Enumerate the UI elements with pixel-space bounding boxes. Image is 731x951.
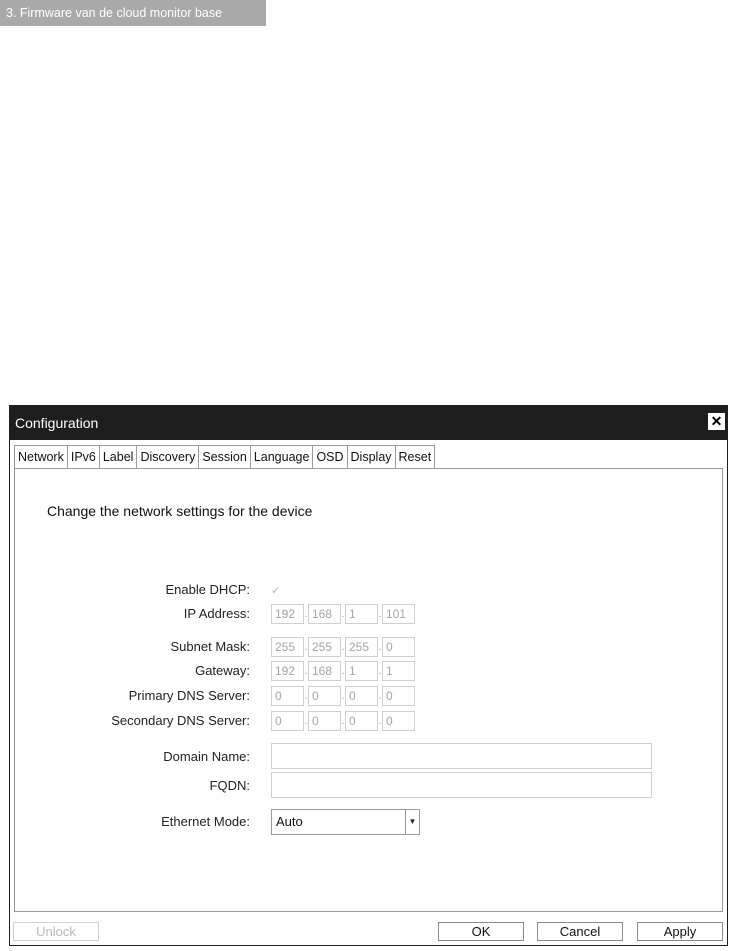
secondary-dns-label: Secondary DNS Server: bbox=[111, 713, 250, 728]
chevron-down-icon[interactable]: ▼ bbox=[405, 810, 419, 834]
subnet-octet-3[interactable]: 255 bbox=[345, 637, 378, 657]
dns1-octet-1[interactable]: 0 bbox=[271, 686, 304, 706]
subnet-octet-2[interactable]: 255 bbox=[308, 637, 341, 657]
dns2-octet-4[interactable]: 0 bbox=[382, 711, 415, 731]
close-icon[interactable]: ✕ bbox=[708, 413, 725, 430]
tab-label[interactable]: Label bbox=[100, 445, 138, 469]
fqdn-label: FQDN: bbox=[209, 778, 250, 793]
domain-name-label: Domain Name: bbox=[163, 749, 250, 764]
ok-button[interactable]: OK bbox=[438, 922, 524, 941]
tab-bar bbox=[14, 445, 435, 469]
gateway-octet-3[interactable]: 1 bbox=[345, 661, 378, 681]
tab-network[interactable]: Network bbox=[14, 445, 68, 469]
apply-button[interactable]: Apply bbox=[637, 922, 723, 941]
cancel-button[interactable]: Cancel bbox=[537, 922, 623, 941]
dns1-octet-2[interactable]: 0 bbox=[308, 686, 341, 706]
gateway-octet-1[interactable]: 192 bbox=[271, 661, 304, 681]
dhcp-label: Enable DHCP: bbox=[165, 582, 250, 597]
gateway-octet-4[interactable]: 1 bbox=[382, 661, 415, 681]
ip-octet-4[interactable]: 101 bbox=[382, 604, 415, 624]
tab-session[interactable]: Session bbox=[199, 445, 250, 469]
ip-octet-2[interactable]: 168 bbox=[308, 604, 341, 624]
ethernet-mode-label: Ethernet Mode: bbox=[161, 814, 250, 829]
tab-reset[interactable]: Reset bbox=[396, 445, 436, 469]
tab-display[interactable]: Display bbox=[348, 445, 396, 469]
dialog-title: Configuration bbox=[15, 415, 99, 431]
domain-name-input[interactable] bbox=[271, 743, 652, 769]
ip-octet-1[interactable]: 192 bbox=[271, 604, 304, 624]
primary-dns-label: Primary DNS Server: bbox=[128, 688, 250, 703]
unlock-button[interactable]: Unlock bbox=[13, 922, 99, 941]
subnet-octet-4[interactable]: 0 bbox=[382, 637, 415, 657]
ip-octet-3[interactable]: 1 bbox=[345, 604, 378, 624]
configuration-dialog bbox=[9, 405, 728, 946]
subnet-mask-field: 255 . 255 . 255 . 0 bbox=[271, 637, 415, 657]
subnet-mask-label: Subnet Mask: bbox=[170, 639, 250, 654]
ip-address-label: IP Address: bbox=[183, 606, 250, 621]
tab-language[interactable]: Language bbox=[251, 445, 314, 469]
tab-discovery[interactable]: Discovery bbox=[137, 445, 199, 469]
intro-text: Change the network settings for the device bbox=[47, 503, 313, 519]
tab-osd[interactable]: OSD bbox=[313, 445, 347, 469]
dns1-octet-4[interactable]: 0 bbox=[382, 686, 415, 706]
dhcp-checkbox[interactable]: ✓ bbox=[271, 585, 281, 597]
document-heading: 3. Firmware van de cloud monitor base bbox=[0, 0, 266, 26]
gateway-label: Gateway: bbox=[195, 663, 250, 678]
dns2-octet-3[interactable]: 0 bbox=[345, 711, 378, 731]
primary-dns-field: 0 . 0 . 0 . 0 bbox=[271, 686, 415, 706]
secondary-dns-field: 0 . 0 . 0 . 0 bbox=[271, 711, 415, 731]
gateway-octet-2[interactable]: 168 bbox=[308, 661, 341, 681]
subnet-octet-1[interactable]: 255 bbox=[271, 637, 304, 657]
dialog-titlebar bbox=[10, 406, 727, 440]
tab-ipv6[interactable]: IPv6 bbox=[68, 445, 100, 469]
gateway-field: 192 . 168 . 1 . 1 bbox=[271, 661, 415, 681]
network-panel bbox=[14, 468, 723, 912]
fqdn-input[interactable] bbox=[271, 772, 652, 798]
ethernet-mode-select[interactable] bbox=[271, 809, 420, 835]
ethernet-mode-value: Auto bbox=[276, 814, 303, 829]
ip-address-field: 192 . 168 . 1 . 101 bbox=[271, 604, 415, 624]
dns2-octet-2[interactable]: 0 bbox=[308, 711, 341, 731]
dns1-octet-3[interactable]: 0 bbox=[345, 686, 378, 706]
dns2-octet-1[interactable]: 0 bbox=[271, 711, 304, 731]
